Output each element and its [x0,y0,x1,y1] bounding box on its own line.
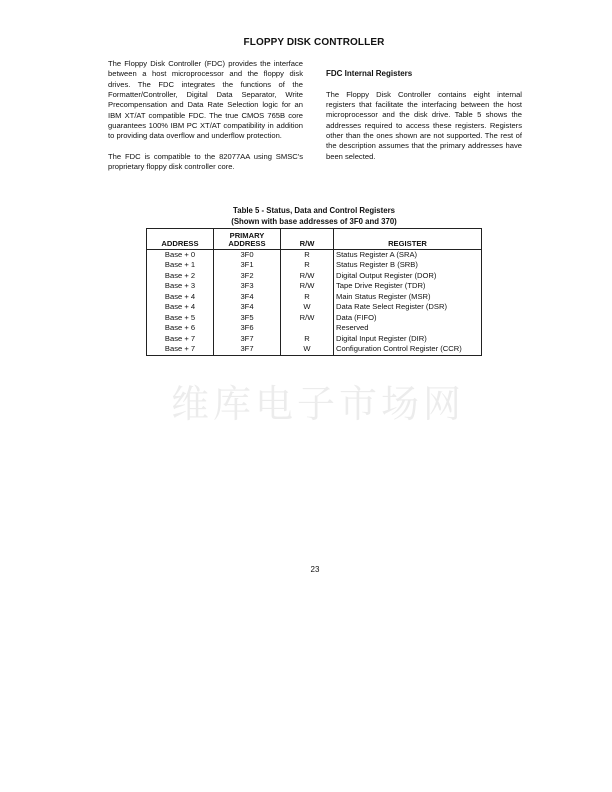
cell-primary: 3F7 [214,345,281,356]
table-row [147,282,482,293]
cell-register: Digital Input Register (DIR) [334,334,482,345]
page-number: 23 [310,565,320,574]
header-primary-line-2: ADDRESS [228,239,266,249]
cell-rw: R/W [281,282,334,293]
cell-register: Tape Drive Register (TDR) [334,282,482,293]
table-row [147,261,482,272]
cell-address: Base + 4 [147,292,214,303]
table-header-row [147,229,482,250]
right-column [326,59,522,172]
cell-primary: 3F4 [214,292,281,303]
header-address: ADDRESS [147,229,214,250]
cell-register: Data Rate Select Register (DSR) [334,303,482,314]
cell-rw: R/W [281,271,334,282]
cell-address: Base + 2 [147,271,214,282]
cell-rw: R [281,250,334,261]
cell-address: Base + 6 [147,324,214,335]
cell-register: Reserved [334,324,482,335]
page-title: FLOPPY DISK CONTROLLER [243,37,385,48]
cell-rw: R [281,292,334,303]
table-row [147,334,482,345]
cell-register: Status Register A (SRA) [334,250,482,261]
header-primary-line-1: PRIMARY [229,230,265,240]
table-row [147,313,482,324]
section-heading: FDC Internal Registers [326,69,413,78]
table-row [147,324,482,335]
right-paragraph-1: The Floppy Disk Controller contains eight internal registers that facilitate the interfacing between the host microprocessor and the disk drive. Table 5 shows the addresses required to access these registers. Registers other than the ones shown are not supported. The rest of the description assumes that the primary addresses have been selected. [326,89,522,161]
cell-rw: W [281,345,334,356]
cell-primary: 3F7 [214,334,281,345]
cell-address: Base + 4 [147,303,214,314]
header-primary-address [214,229,281,250]
table-row [147,303,482,314]
cell-register: Data (FIFO) [334,313,482,324]
header-rw: R/W [281,229,334,250]
cell-register: Configuration Control Register (CCR) [334,345,482,356]
cell-primary: 3F4 [214,303,281,314]
cell-register: Digital Output Register (DOR) [334,271,482,282]
cell-rw: R [281,334,334,345]
table-row [147,271,482,282]
table-row [147,250,482,261]
cell-address: Base + 0 [147,250,214,261]
left-column [108,59,303,183]
cell-primary: 3F2 [214,271,281,282]
watermark: 维库电子市场网 [170,382,465,426]
cell-address: Base + 3 [147,282,214,293]
table-caption-line-1: Table 5 - Status, Data and Control Registers [233,206,395,215]
cell-register: Main Status Register (MSR) [334,292,482,303]
cell-primary: 3F6 [214,324,281,335]
header-register: REGISTER [334,229,482,250]
cell-address: Base + 5 [147,313,214,324]
register-table [146,228,482,356]
cell-address: Base + 7 [147,345,214,356]
table-caption [147,206,481,227]
cell-address: Base + 1 [147,261,214,272]
cell-rw: R [281,261,334,272]
table-row [147,345,482,356]
cell-primary: 3F3 [214,282,281,293]
left-paragraph-1: The Floppy Disk Controller (FDC) provides the interface between a host microprocessor and the floppy disk drives. The FDC integrates the functions of the Formatter/Controller, Digital Data Separator, Write Precompensation and Data Rate Selection logic for an IBM XT/AT compatible FDC. The true CMOS 765B core guarantees 100% IBM PC XT/AT compatibility in addition to providing data overflow and underflow protection. [108,59,303,141]
cell-primary: 3F0 [214,250,281,261]
cell-register: Status Register B (SRB) [334,261,482,272]
cell-address: Base + 7 [147,334,214,345]
cell-rw: R/W [281,313,334,324]
cell-primary: 3F1 [214,261,281,272]
table-row [147,292,482,303]
cell-rw [281,324,334,335]
table-body [147,250,482,356]
table-caption-line-2: (Shown with base addresses of 3F0 and 370) [231,216,397,226]
cell-primary: 3F5 [214,313,281,324]
cell-rw: W [281,303,334,314]
left-paragraph-2: The FDC is compatible to the 82077AA using SMSC's proprietary floppy disk controller core. [108,152,303,172]
